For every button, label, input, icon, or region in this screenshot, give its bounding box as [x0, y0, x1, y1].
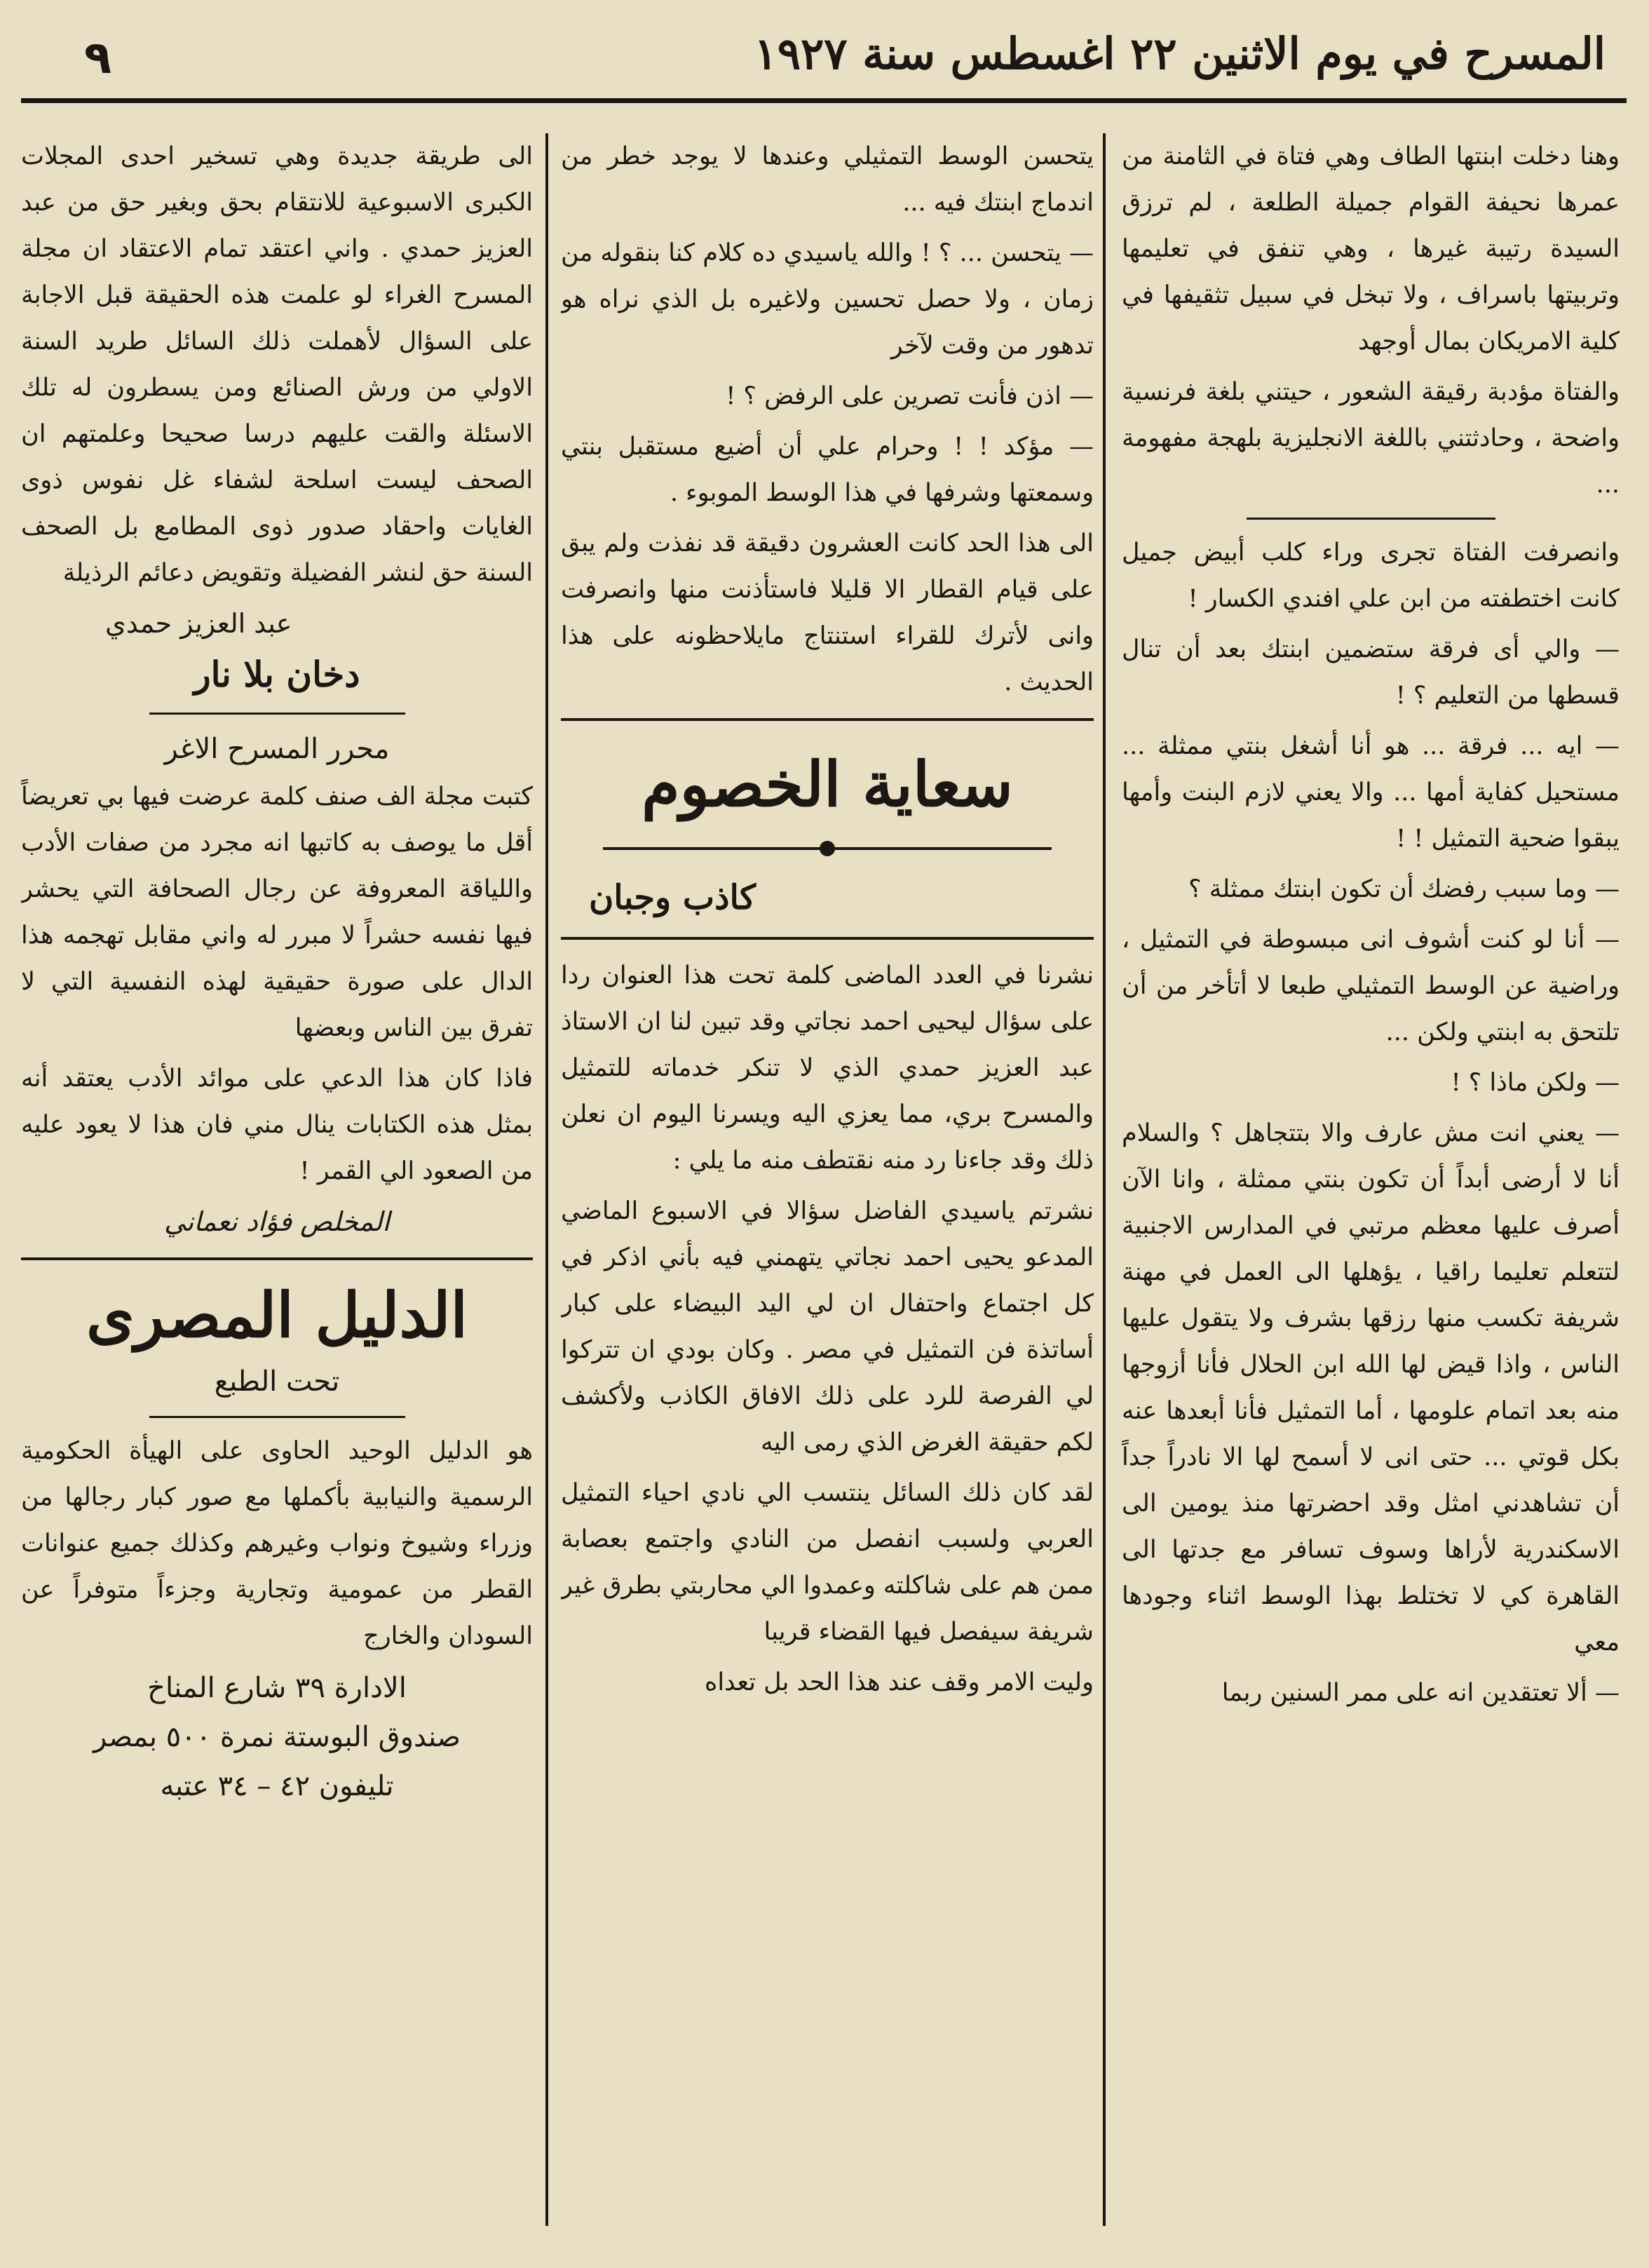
paragraph: — اذن فأنت تصرين على الرفض ؟ ! — [726, 382, 1094, 410]
paragraph: — يتحسن ... ؟ ! والله ياسيدي ده كلام كنا بنقوله من زمان ، ولا حصل تحسين ولاغيره بل الذي نراه هو تدهور من وقت لآخر — [561, 239, 1094, 360]
middle-column — [561, 133, 1094, 2226]
addressee: محرر المسرح الاغر — [164, 733, 390, 765]
paragraph: يتحسن الوسط التمثيلي وعندها لا يوجد خطر من اندماج ابنتك فيه ... — [561, 142, 1094, 217]
paragraph: الى طريقة جديدة وهي تسخير احدى المجلات الكبرى الاسبوعية للانتقام بحق وبغير حق من عبد العزيز حمدي . واني اعتقد تمام الاعتقاد ان مجلة المسرح الغراء لو علمت هذه الحقيقة قبل الاجابة على السؤال لأهملت ذلك السائل طريد السنة الاولي من ورش الصنائع ومن يسطرون له تلك الاسئلة والقت عليهم درسا صحيحا وعلمتهم ان الصحف ليست اسلحة لشفاء غل نفوس ذوى الغايات واحقاد صدور ذوى المطامع بل الصحف السنة حق لنشر الفضيلة وتقويض دعائم الرذيلة — [21, 142, 533, 587]
section-rule — [21, 1257, 533, 1260]
article-title: كاذب وجبان — [589, 878, 756, 917]
paragraph: نشرنا في العدد الماضى كلمة تحت هذا العنوان ردا على سؤال ليحيى احمد نجاتي وقد تبين لنا ان الاستاذ عبد العزيز حمدي الذي لا تنكر خدماته للتمثيل والمسرح بري، مما يعزي اليه ويسرنا اليوم ان نعلن ذلك وقد جاءنا رد منه نقتطف منه ما يلي : — [561, 961, 1094, 1175]
paragraph: — وما سبب رفضك أن تكون ابنتك ممثلة ؟ — [1188, 875, 1620, 903]
ad-subtitle: تحت الطبع — [214, 1365, 340, 1398]
ad-address: الادارة ٣٩ شارع المناخ — [147, 1672, 407, 1704]
masthead — [21, 28, 1627, 98]
ad-phone: تليفون ٤٢ – ٣٤ عتبه — [160, 1770, 394, 1802]
paragraph: — يعني انت مش عارف والا بتتجاهل ؟ والسلام أنا لا أرضى أبداً أن تكون بنتي ممثلة ، وانا الآن أصرف عليها معظم مرتبي في المدارس الاجنبية لتتعلم تعليما راقيا ، يؤهلها الى العمل في مهنة شريفة تكسب منها رزقها بشرف ولا يتقول عليها الناس ، واذا قيض لها الله ابن الحلال فأنا أزوجها منه بعد اتمام علومها ، أما التمثيل فأنا أبعدها عنه بكل قوتي ... حتى انى لا أسمح لها الا نادراً جداً أن تشاهدني امثل وقد احضرتها منذ يومين الى الاسكندرية لأراها وسوف تسافر مع جدتها الى القاهرة كي لا تختلط بهذا الوسط اثناء وجودها معي — [1122, 1119, 1620, 1656]
divider — [149, 1416, 405, 1418]
ad-title: الدليل المصرى — [86, 1278, 468, 1351]
column-divider-right — [1103, 133, 1106, 2226]
advertisement — [21, 1273, 533, 1811]
divider — [1247, 518, 1495, 520]
page-number: ٩ — [84, 32, 112, 84]
paragraph: فاذا كان هذا الدعي على موائد الأدب يعتقد أنه بمثل هذه الكتابات ينال مني فان هذا لا يعود عليه من الصعود الي القمر ! — [21, 1065, 533, 1185]
masthead-rule — [21, 98, 1627, 103]
section-title: سعاية الخصوم — [642, 748, 1013, 821]
section-title: دخان بلا نار — [194, 654, 360, 695]
ornament-divider — [603, 847, 1052, 850]
paragraph: هو الدليل الوحيد الحاوى على الهيأة الحكومية الرسمية والنيابية بأكملها مع صور كبار رجالها من وزراء وشيوخ ونواب وغيرهم وكذلك جميع عنوانات القطر من عمومية وتجارية وجزءاً متوفراً عن السودان والخارج — [21, 1437, 533, 1650]
paragraph: وهنا دخلت ابنتها الطاف وهي فتاة في الثامنة من عمرها نحيفة القوام جميلة الطلعة ، لم ترزق السيدة رتيبة غيرها ، وهي تنفق في تعليمها وتربيتها باسراف ، ولا تبخل في سبيل تثقيفها في كلية الامريكان بمال أوجهد — [1122, 142, 1620, 356]
divider — [149, 713, 405, 715]
paragraph: كتبت مجلة الف صنف كلمة عرضت فيها بي تعريضاً أقل ما يوصف به كاتبها انه مجرد من صفات الأدب واللياقة المعروفة عن رجال الصحافة التي يحشر فيها نفسه حشراً لا مبرر له واني مقابل تهجمه هذا الدال على صورة حقيقية لهذه النفسية التي لا تفرق بين الناس وبعضها — [21, 783, 533, 1042]
signature: المخلص فؤاد نعماني — [164, 1206, 390, 1237]
ad-pobox: صندوق البوستة نمرة ٥٠٠ بمصر — [93, 1721, 461, 1753]
paragraph: — ألا تعتقدين انه على ممر السنين ربما — [1221, 1679, 1620, 1707]
signature: عبد العزيز حمدي — [105, 608, 292, 639]
paragraph: وانصرفت الفتاة تجرى وراء كلب أبيض جميل كانت اختطفته من ابن علي افندي الكسار ! — [1122, 539, 1620, 613]
paragraph: نشرتم ياسيدي الفاضل سؤالا في الاسبوع الماضي المدعو يحيى احمد نجاتي يتهمني فيه بأني اذكر في كل اجتماع واحتفال ان لي اليد البيضاء على كبار أساتذة فن التمثيل في مصر . وكان بودي ان تتركوا لي الفرصة للرد على ذلك الافاق الكاذب ولأكشف لكم حقيقة الغرض الذي رمى اليه — [561, 1197, 1094, 1457]
section-rule — [561, 718, 1094, 721]
paragraph: — ايه ... فرقة ... هو أنا أشغل بنتي ممثلة ... مستحيل كفاية أمها ... والا يعني لازم البنت وأمها يبقوا ضحية التمثيل ! ! — [1122, 732, 1620, 853]
article-rule — [561, 937, 1094, 940]
paragraph: — مؤكد ! ! وحرام علي أن أضيع مستقبل بنتي وسمعتها وشرفها في هذا الوسط الموبوء . — [561, 433, 1094, 507]
paragraph: وليت الامر وقف عند هذا الحد بل تعداه — [704, 1668, 1094, 1696]
paragraph: والفتاة مؤدبة رقيقة الشعور ، حيتني بلغة فرنسية واضحة ، وحادثتني باللغة الانجليزية بلهجة مفهومة ... — [1122, 378, 1620, 499]
paragraph: — والي أى فرقة ستضمين ابنتك بعد أن تنال قسطها من التعليم ؟ ! — [1122, 635, 1620, 710]
masthead-title: المسرح في يوم الاثنين ٢٢ اغسطس سنة ١٩٢٧ — [754, 28, 1606, 79]
paragraph: الى هذا الحد كانت العشرون دقيقة قد نفذت ولم يبق على قيام القطار الا قليلا فاستأذنت منها وانصرفت وانى لأترك للقراء استنتاج مايلاحظونه على هذا الحديث . — [561, 529, 1094, 696]
paragraph: لقد كان ذلك السائل ينتسب الي نادي احياء التمثيل العربي ولسبب انفصل من النادي واجتمع بعصابة ممن هم على شاكلته وعمدوا الي محاربتي بطرق غير شريفة سيفصل فيها القضاء قريبا — [561, 1479, 1094, 1646]
column-divider-left — [545, 133, 548, 2226]
right-column — [1122, 133, 1620, 2226]
paragraph: — ولكن ماذا ؟ ! — [1451, 1069, 1620, 1097]
paragraph: — أنا لو كنت أشوف انى مبسوطة في التمثيل ، وراضية عن الوسط التمثيلي طبعا لا أتأخر من أن تلتحق به ابنتي ولكن ... — [1122, 926, 1620, 1046]
left-column — [21, 133, 533, 2226]
